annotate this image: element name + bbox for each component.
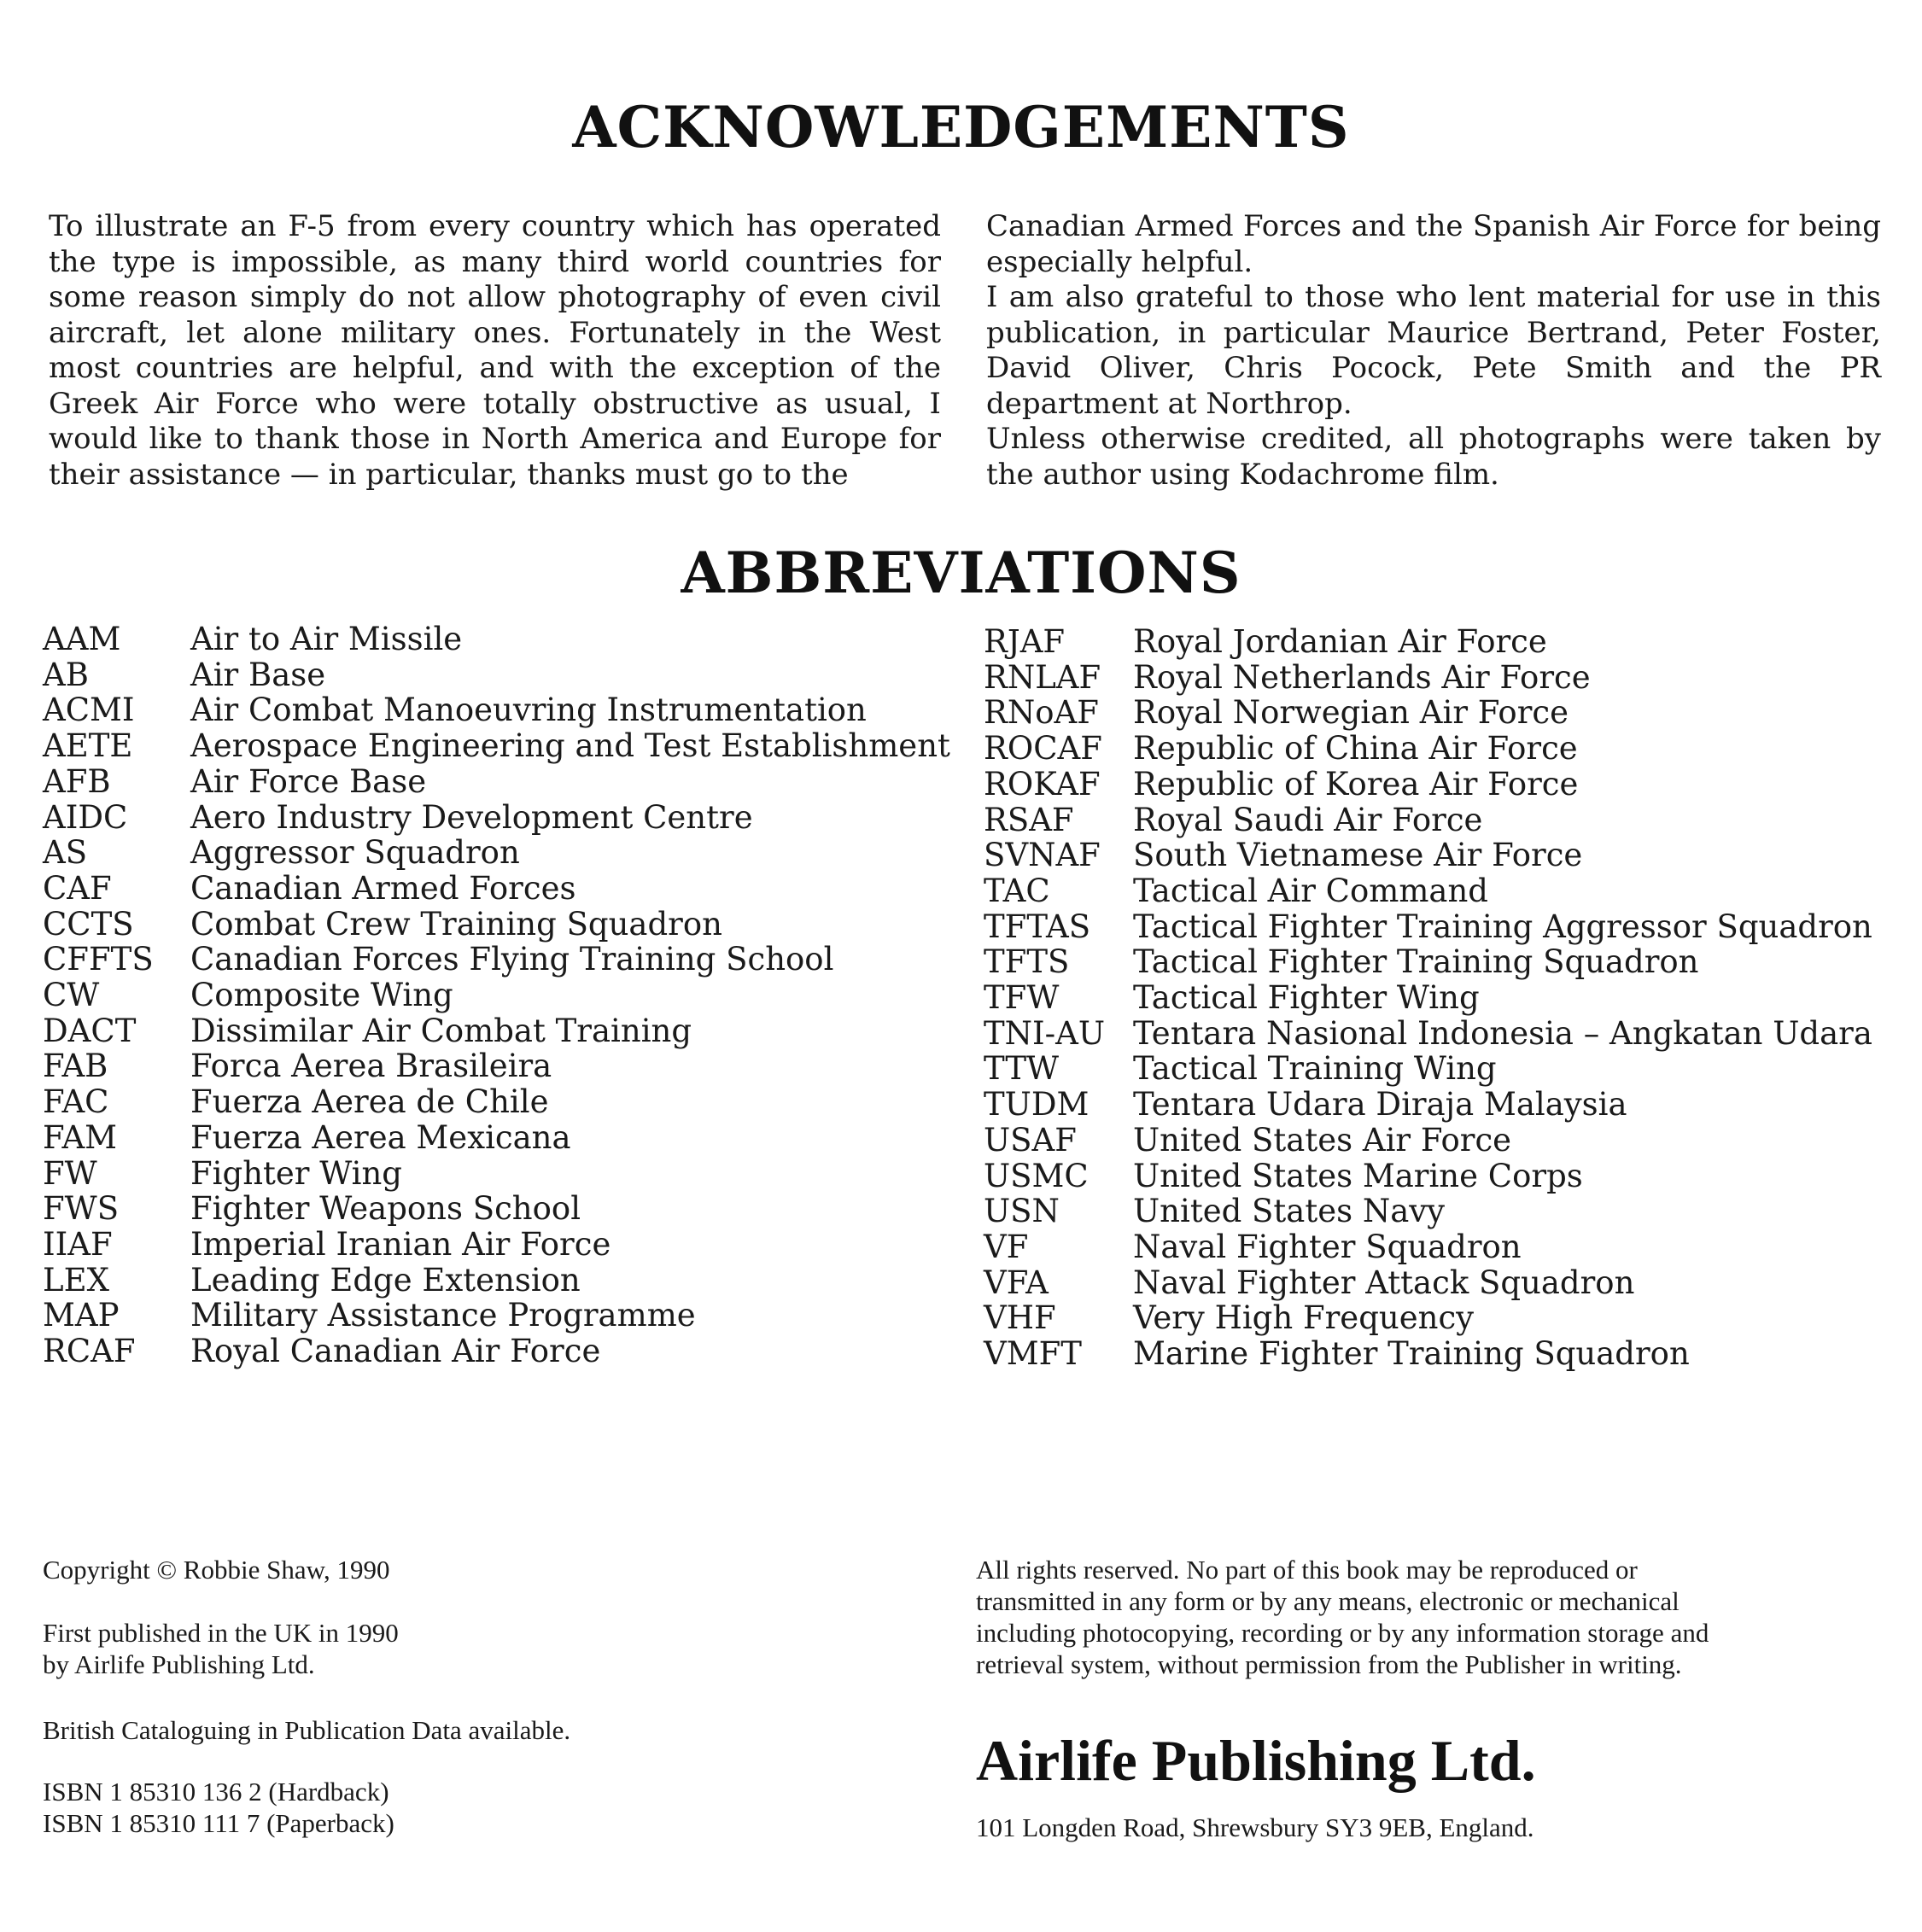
abbreviation-code: RNLAF xyxy=(984,658,1101,696)
abbreviation-code: CFFTS xyxy=(43,941,154,978)
abbreviation-meaning: United States Marine Corps xyxy=(1133,1157,1583,1194)
isbn-hardback: ISBN 1 85310 136 2 (Hardback) xyxy=(43,1777,389,1807)
abbreviation-meaning: Royal Netherlands Air Force xyxy=(1133,658,1591,696)
abbreviation-row xyxy=(984,731,1906,767)
abbreviation-meaning: Imperial Iranian Air Force xyxy=(190,1225,611,1263)
abbreviation-row xyxy=(43,728,956,764)
rights-line: transmitted in any form or by any means, electronic or mechanical xyxy=(976,1586,1680,1616)
abbreviation-row xyxy=(984,1194,1906,1229)
abbreviation-code: SVNAF xyxy=(984,837,1101,874)
abbreviation-code: TUDM xyxy=(984,1086,1090,1124)
abbreviation-code: AFB xyxy=(43,762,111,800)
abbreviation-row xyxy=(984,838,1906,873)
publisher-name: Airlife Publishing Ltd. xyxy=(976,1728,1536,1793)
abbreviation-code: TFTS xyxy=(984,943,1070,981)
abbreviation-meaning: Leading Edge Extension xyxy=(190,1261,581,1299)
abbreviation-code: AAM xyxy=(43,621,121,657)
abbreviation-row xyxy=(43,1227,956,1263)
abbreviation-code: TFW xyxy=(984,979,1060,1017)
abbreviation-meaning: Very High Frequency xyxy=(1133,1299,1475,1337)
abbreviation-meaning: Canadian Forces Flying Training School xyxy=(190,941,834,978)
abbreviation-code: AETE xyxy=(43,727,133,765)
abbreviation-meaning: South Vietnamese Air Force xyxy=(1133,837,1583,874)
abbreviation-meaning: Tentara Nasional Indonesia – Angkatan Udara xyxy=(1133,1014,1872,1052)
abbreviation-row xyxy=(43,907,956,943)
abbreviation-row xyxy=(984,767,1906,803)
first-published-line: by Airlife Publishing Ltd. xyxy=(43,1649,315,1679)
abbreviation-code: VMFT xyxy=(984,1335,1082,1373)
abbreviation-meaning: Tactical Fighter Training Aggressor Squadron xyxy=(1133,908,1872,945)
abbreviation-meaning: Fighter Weapons School xyxy=(190,1190,581,1228)
abbreviation-meaning: Marine Fighter Training Squadron xyxy=(1133,1335,1690,1373)
abbreviation-code: AS xyxy=(43,834,88,872)
abbreviation-meaning: Tentara Udara Diraja Malaysia xyxy=(1133,1086,1627,1124)
abbreviation-code: TAC xyxy=(984,872,1050,909)
abbreviation-row xyxy=(43,1191,956,1227)
abbreviation-code: FAC xyxy=(43,1083,109,1121)
abbreviation-code: RNoAF xyxy=(984,694,1099,732)
abbreviation-meaning: Fuerza Aerea Mexicana xyxy=(190,1118,571,1156)
abbreviation-meaning: Tactical Fighter Wing xyxy=(1133,979,1480,1017)
abbreviation-code: FAB xyxy=(43,1048,108,1085)
abbreviation-meaning: United States Navy xyxy=(1133,1193,1446,1230)
acknowledgements-paragraph: Canadian Armed Forces and the Spanish Air Force for being especially helpful. xyxy=(986,209,1881,279)
abbreviation-row xyxy=(43,942,956,978)
isbn-paperback: ISBN 1 85310 111 7 (Paperback) xyxy=(43,1808,394,1838)
abbreviation-row xyxy=(984,1087,1906,1123)
abbreviation-row xyxy=(984,695,1906,731)
abbreviation-row xyxy=(984,1229,1906,1265)
abbreviation-code: USAF xyxy=(984,1121,1077,1159)
abbreviation-row xyxy=(984,1336,1906,1372)
acknowledgements-heading: ACKNOWLEDGEMENTS xyxy=(572,94,1350,161)
abbreviation-row xyxy=(43,657,956,693)
abbreviation-code: TNI-AU xyxy=(984,1014,1106,1052)
abbreviation-meaning: Air to Air Missile xyxy=(190,621,463,657)
abbreviation-row xyxy=(984,944,1906,980)
abbreviation-code: TTW xyxy=(984,1050,1060,1088)
abbreviation-row xyxy=(984,1300,1906,1336)
abbreviation-meaning: Air Base xyxy=(190,656,326,693)
abbreviation-code: FAM xyxy=(43,1118,118,1156)
abbreviation-code: DACT xyxy=(43,1012,137,1049)
abbreviation-meaning: Aerospace Engineering and Test Establishment xyxy=(190,727,950,765)
abbreviation-code: VFA xyxy=(984,1264,1049,1301)
abbreviation-meaning: Forca Aerea Brasileira xyxy=(190,1048,552,1085)
abbreviation-meaning: Republic of Korea Air Force xyxy=(1133,765,1579,803)
abbreviation-meaning: Composite Wing xyxy=(190,977,453,1014)
abbreviation-meaning: Air Force Base xyxy=(190,762,427,800)
abbreviation-meaning: Combat Crew Training Squadron xyxy=(190,905,722,943)
abbreviation-row xyxy=(43,692,956,728)
abbreviation-meaning: Dissimilar Air Combat Training xyxy=(190,1012,692,1049)
abbreviation-code: VF xyxy=(984,1228,1029,1265)
abbreviation-row xyxy=(43,871,956,907)
abbreviation-code: MAP xyxy=(43,1297,120,1334)
abbreviation-row xyxy=(43,835,956,871)
acknowledgements-left-column xyxy=(49,209,941,493)
abbreviation-meaning: Fuerza Aerea de Chile xyxy=(190,1083,549,1121)
abbreviation-code: ACMI xyxy=(43,692,135,729)
abbreviation-row xyxy=(984,1265,1906,1301)
abbreviation-row xyxy=(984,660,1906,696)
rights-notice xyxy=(976,1554,1838,1680)
rights-line: retrieval system, without permission from the Publisher in writing. xyxy=(976,1649,1682,1679)
abbreviation-row xyxy=(984,1123,1906,1159)
abbreviation-row xyxy=(984,873,1906,909)
abbreviation-code: ROCAF xyxy=(984,730,1102,768)
abbreviation-code: RSAF xyxy=(984,801,1074,838)
abbreviation-meaning: Aero Industry Development Centre xyxy=(190,798,753,836)
abbreviation-row xyxy=(984,1159,1906,1194)
abbreviation-code: LEX xyxy=(43,1261,109,1299)
abbreviation-code: AB xyxy=(43,656,89,693)
acknowledgements-right-column xyxy=(986,209,1881,493)
abbreviation-row xyxy=(984,624,1906,660)
abbreviation-code: FWS xyxy=(43,1190,120,1228)
abbreviation-code: CAF xyxy=(43,869,112,907)
abbreviation-code: IIAF xyxy=(43,1225,113,1263)
isbn-block xyxy=(43,1776,394,1839)
abbreviation-meaning: Military Assistance Programme xyxy=(190,1297,696,1334)
abbreviation-code: USMC xyxy=(984,1157,1089,1194)
abbreviation-meaning: Tactical Training Wing xyxy=(1133,1050,1497,1088)
abbreviation-row xyxy=(43,622,956,657)
abbreviation-meaning: Royal Canadian Air Force xyxy=(190,1333,601,1370)
abbreviation-row xyxy=(43,1334,956,1369)
abbreviation-meaning: Royal Jordanian Air Force xyxy=(1133,623,1547,660)
abbreviation-code: AIDC xyxy=(43,798,128,836)
rights-line: All rights reserved. No part of this book may be reproduced or xyxy=(976,1555,1638,1585)
abbreviation-row xyxy=(43,978,956,1013)
abbreviation-code: CW xyxy=(43,977,100,1014)
abbreviation-meaning: Air Combat Manoeuvring Instrumentation xyxy=(190,692,867,729)
abbreviation-code: USN xyxy=(984,1193,1060,1230)
abbreviation-code: ROKAF xyxy=(984,765,1101,803)
copyright-notice: Copyright © Robbie Shaw, 1990 xyxy=(43,1555,390,1585)
abbreviation-meaning: Tactical Fighter Training Squadron xyxy=(1133,943,1699,981)
abbreviations-left-list xyxy=(43,622,956,1369)
acknowledgements-paragraph: To illustrate an F-5 from every country which has operated the type is impossible, as many third world countries for some reason simply do not allow photography of even civil aircraft, let alone military ones. Fortunately in the West most countries are helpful, and with the exception of the Greek Air Force who were totally obstructive as usual, I would like to thank those in North America and Europe for their assistance — in particular, thanks must go to the xyxy=(49,209,941,492)
abbreviation-row xyxy=(43,1298,956,1334)
abbreviation-row xyxy=(43,800,956,836)
abbreviation-row xyxy=(43,1084,956,1120)
abbreviation-meaning: Canadian Armed Forces xyxy=(190,869,576,907)
rights-line: including photocopying, recording or by any information storage and xyxy=(976,1618,1709,1648)
abbreviation-meaning: Republic of China Air Force xyxy=(1133,730,1578,768)
abbreviation-row xyxy=(43,1263,956,1299)
abbreviation-row xyxy=(984,803,1906,838)
publisher-address: 101 Longden Road, Shrewsbury SY3 9EB, England. xyxy=(976,1812,1534,1842)
abbreviation-row xyxy=(43,764,956,800)
abbreviation-meaning: Naval Fighter Attack Squadron xyxy=(1133,1264,1635,1301)
abbreviation-row xyxy=(984,1016,1906,1052)
abbreviation-meaning: Aggressor Squadron xyxy=(190,834,520,872)
abbreviation-code: TFTAS xyxy=(984,908,1091,945)
cataloguing-note: British Cataloguing in Publication Data available. xyxy=(43,1715,571,1745)
abbreviation-row xyxy=(984,1051,1906,1087)
abbreviations-right-list xyxy=(984,624,1906,1372)
abbreviation-row xyxy=(43,1120,956,1156)
abbreviation-code: CCTS xyxy=(43,905,134,943)
abbreviation-code: FW xyxy=(43,1154,97,1192)
acknowledgements-paragraph: Unless otherwise credited, all photographs were taken by the author using Kodachrome film. xyxy=(986,422,1881,492)
abbreviation-meaning: Tactical Air Command xyxy=(1133,872,1488,909)
abbreviations-heading: ABBREVIATIONS xyxy=(681,540,1241,606)
abbreviation-code: RJAF xyxy=(984,623,1066,660)
abbreviation-meaning: Royal Norwegian Air Force xyxy=(1133,694,1569,732)
abbreviation-code: RCAF xyxy=(43,1333,136,1370)
acknowledgements-paragraph: I am also grateful to those who lent material for use in this publication, in particular Maurice Bertrand, Peter Foster, David Oliver, Chris Pocock, Pete Smith and the PR department at Northrop. xyxy=(986,280,1881,421)
first-published-line: First published in the UK in 1990 xyxy=(43,1618,399,1648)
first-published-note xyxy=(43,1617,640,1680)
abbreviation-row xyxy=(43,1013,956,1049)
abbreviation-row xyxy=(43,1048,956,1084)
abbreviation-meaning: Naval Fighter Squadron xyxy=(1133,1228,1522,1265)
abbreviation-meaning: Royal Saudi Air Force xyxy=(1133,801,1483,838)
abbreviation-row xyxy=(984,980,1906,1016)
abbreviation-meaning: Fighter Wing xyxy=(190,1154,402,1192)
abbreviation-code: VHF xyxy=(984,1299,1056,1337)
abbreviation-meaning: United States Air Force xyxy=(1133,1121,1512,1159)
abbreviation-row xyxy=(43,1156,956,1192)
abbreviation-row xyxy=(984,909,1906,945)
